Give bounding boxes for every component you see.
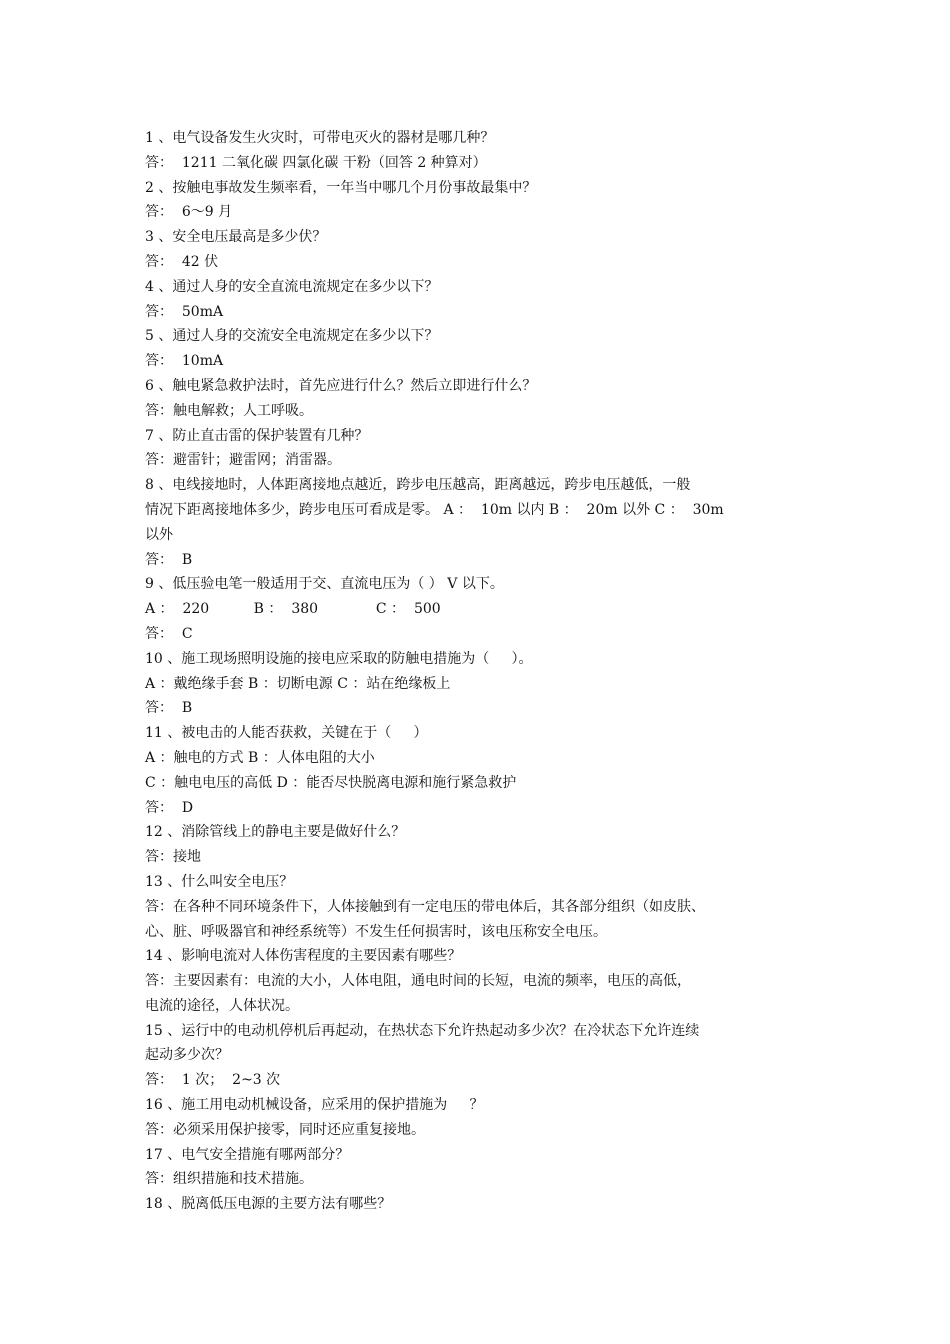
- text-line: 电流的途径，人体状况。: [145, 997, 299, 1014]
- text-line: 答： 6～9 月: [145, 204, 233, 221]
- text-line: 8 、电线接地时，人体距离接地点越近，跨步电压越高，距离越远，跨步电压越低，一般: [145, 477, 691, 494]
- text-line: 答：触电解救；人工呼吸。: [145, 402, 313, 419]
- text-line: 4 、通过人身的安全直流电流规定在多少以下？: [145, 278, 439, 295]
- text-line: 答： B: [145, 551, 193, 568]
- text-line: C ：触电电压的高低 D ：能否尽快脱离电源和施行紧急救护: [145, 774, 517, 791]
- text-line: 答：必须采用保护接零，同时还应重复接地。: [145, 1121, 425, 1138]
- text-line: 答：组织措施和技术措施。: [145, 1171, 313, 1188]
- text-line: 11 、被电击的人能否获救，关键在于（ ）: [145, 725, 428, 742]
- text-line: 以外: [145, 526, 173, 543]
- text-line: 18 、脱离低压电源的主要方法有哪些？: [145, 1196, 392, 1213]
- text-line: 17 、电气安全措施有哪两部分？: [145, 1146, 350, 1163]
- text-line: A ：戴绝缘手套 B ：切断电源 C ：站在绝缘板上: [145, 675, 451, 692]
- text-line: 6 、触电紧急救护法时，首先应进行什么？然后立即进行什么？: [145, 377, 537, 394]
- text-line: 答： 1 次； 2~3 次: [145, 1072, 281, 1089]
- text-line: 答：在各种不同环境条件下，人体接触到有一定电压的带电体后，其各部分组织（如皮肤、: [145, 898, 705, 915]
- text-line: 16 、施工用电动机械设备，应采用的保护措施为 ？: [145, 1097, 484, 1114]
- text-line: A ： 220 B ： 380 C ： 500: [145, 601, 441, 618]
- text-line: 答： C: [145, 625, 193, 642]
- text-line: 1 、电气设备发生火灾时，可带电灭火的器材是哪几种？: [145, 130, 495, 146]
- text-line: 答： 10mA: [145, 353, 224, 370]
- text-line: 7 、防止直击雷的保护装置有几种？: [145, 427, 369, 444]
- text-line: 15 、运行中的电动机停机后再起动，在热状态下允许热起动多少次？在冷状态下允许连续: [145, 1022, 700, 1039]
- text-line: 9 、低压验电笔一般适用于交、直流电压为（ ） V 以下。: [145, 576, 504, 593]
- text-line: 答：接地: [145, 849, 201, 866]
- text-line: 起动多少次？: [145, 1047, 229, 1064]
- document-body: [145, 126, 815, 1217]
- text-line: 13 、什么叫安全电压？: [145, 873, 294, 890]
- text-line: 14 、影响电流对人体伤害程度的主要因素有哪些？: [145, 948, 462, 965]
- text-line: 答： 1211 二氧化碳 四氯化碳 干粉（回答 2 种算对）: [145, 154, 487, 171]
- text-line: 答：主要因素有：电流的大小，人体电阻，通电时间的长短，电流的频率，电压的高低，: [145, 973, 691, 990]
- text-line: 12 、消除管线上的静电主要是做好什么？: [145, 824, 406, 841]
- text-line: 答：避雷针；避雷网；消雷器。: [145, 452, 341, 469]
- text-line: 答： 42 伏: [145, 253, 219, 270]
- text-line: 心、脏、呼吸器官和神经系统等）不发生任何损害时，该电压称安全电压。: [145, 923, 607, 940]
- text-line: 情况下距离接地体多少，跨步电压可看成是零。 A ： 10m 以内 B ： 20m 以外 C ： 30m: [145, 501, 724, 518]
- text-line: 答： D: [145, 799, 194, 816]
- text-line: 答： 50mA: [145, 303, 224, 320]
- text-line: 答： B: [145, 700, 193, 717]
- text-line: 5 、通过人身的交流安全电流规定在多少以下？: [145, 328, 439, 345]
- text-line: 3 、安全电压最高是多少伏？: [145, 229, 327, 246]
- text-line: 10 、施工现场照明设施的接电应采取的防触电措施为（ ）。: [145, 650, 533, 667]
- text-line: 2 、按触电事故发生频率看，一年当中哪几个月份事故最集中？: [145, 179, 537, 196]
- text-line: A ：触电的方式 B ：人体电阻的大小: [145, 749, 375, 766]
